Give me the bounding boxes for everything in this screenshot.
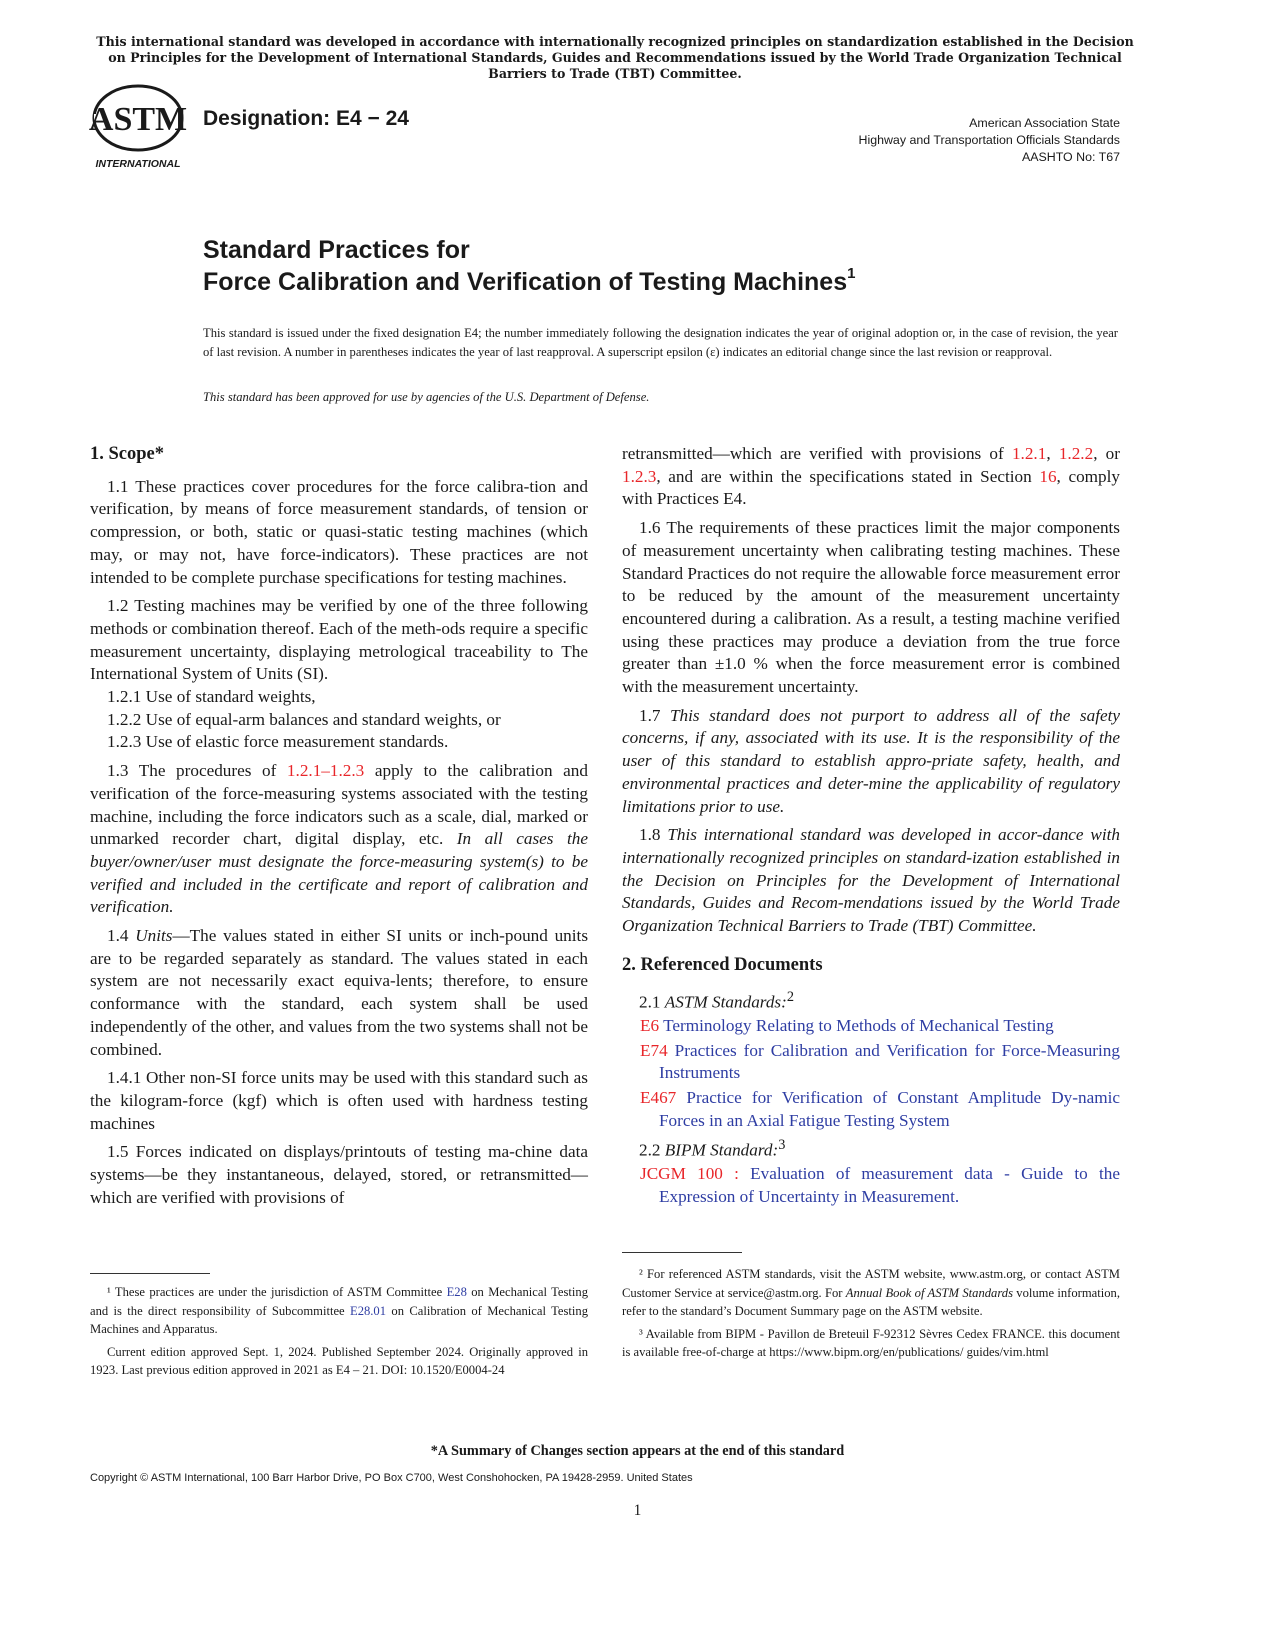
ref-link-1-2-1-1-2-3[interactable]: 1.2.1–1.2.3 — [286, 761, 365, 781]
summary-note: *A Summary of Changes section appears at the end of this standard — [430, 1443, 845, 1459]
ref-item-jcgm100 — [622, 1163, 1120, 1208]
text-italic: Units — [135, 926, 173, 946]
footnotes-left — [90, 1283, 588, 1384]
text: retransmitted—which are verified with provisions of — [622, 444, 1012, 463]
ref-title-jcgm100[interactable]: Evaluation of measurement data - Guide to the Expression of Uncertainty in Measurement. — [659, 1163, 1121, 1206]
title-line-1: Standard Practices for — [203, 236, 470, 264]
left-column — [90, 443, 589, 1207]
footnote-divider — [90, 1273, 210, 1274]
ref-code-e74[interactable]: E74 — [640, 1040, 668, 1060]
section-1-heading: 1. Scope* — [90, 444, 164, 464]
ref-code-jcgm100[interactable]: JCGM 100 : — [640, 1163, 739, 1183]
text: 1.7 — [639, 705, 670, 725]
text: —The values stated in either SI units or inch-pound units are to be regarded separately as standard. The values stated in each system are not necessarily exact equiva-lents; therefore, to ensure conformance with the standard, each system shall be used independently of the other, and values from the two systems shall not be combined. — [90, 926, 589, 1059]
text: 1.4 — [107, 926, 136, 946]
header-notice: This international standard was developed in accordance with internationally recognized principles on standardization established in the Decision on Principles for the Development of International Standards, Guides and Recommendations issued by the World Trade Organization Technical Barriers to Trade (TBT) Committee. — [96, 34, 1134, 81]
astm-logo — [90, 80, 190, 170]
paragraph-1-8 — [622, 824, 1120, 938]
text: 2.2 — [639, 1141, 665, 1161]
paragraph-1-2-1: 1.2.1 Use of standard weights, — [107, 687, 316, 707]
ref-code-e467[interactable]: E467 — [640, 1088, 677, 1108]
designation: Designation: E4 − 24 — [203, 107, 409, 130]
ref-item-e467 — [622, 1087, 1120, 1132]
ref-link-section-16[interactable]: 16 — [1039, 466, 1057, 486]
text-italic: In all cases the buyer/owner/user must designate the force-measuring system(s) to be verified and included in the certificate and report of calibration and verification. — [90, 829, 588, 917]
page-number: 1 — [633, 1502, 642, 1519]
dod-note: This standard has been approved for use by agencies of the U.S. Department of Defense. — [203, 390, 650, 404]
footnote-mark: 2 — [786, 989, 795, 1006]
text: ² For referenced ASTM standards, visit the ASTM website, www.astm.org, or contact ASTM Customer Service at service@astm.org. For — [622, 1267, 1120, 1300]
text-italic: This international standard was developed in accor-dance with internationally recognized principles on standard-ization established in the Decision on Principles for the Development of International Standards, Guides and Recom-mendations issued by the World Trade Organization Technical Barriers to Trade (TBT) Committee. — [622, 825, 1121, 936]
text: on Calibration of Mechanical Testing Machines and Apparatus. — [90, 1303, 588, 1337]
link-e28-01[interactable]: E28.01 — [350, 1303, 387, 1318]
text: , — [1046, 444, 1059, 463]
paragraph-1-1: 1.1 These practices cover procedures for the force calibra-tion and verification, by means of force measurement standards, of tension or compression, or both, static or quasi-static testing machines (which may, or may not, have force-indicators). These practices are not intended to be complete purchase specifications for testing machines. — [90, 476, 588, 587]
footnote-2 — [622, 1265, 1120, 1321]
text: 1.5 Forces indicated on displays/printouts of testing ma-chine data systems—be they instantaneous, delayed, stored, or retransmitted—which are verified with provisions of — [90, 1142, 588, 1207]
text: 2.1 — [639, 993, 665, 1013]
text-italic: This standard does not purport to address all of the safety concerns, if any, associated with its use. It is the responsibility of the user of this standard to establish appro-priate safety, health, and environmental practices and deter-mine the applicability of regulatory limitations prior to use. — [622, 705, 1121, 816]
paragraph-1-7 — [622, 705, 1120, 819]
section-2-heading: 2. Referenced Documents — [622, 954, 823, 975]
text: volume information, refer to the standard’s Document Summary page on the ASTM website. — [622, 1285, 1120, 1319]
logo-text: ASTM — [88, 101, 188, 138]
paragraph-1-5-cont — [622, 443, 1120, 511]
ref-code-e6[interactable]: E6 — [640, 1015, 660, 1035]
ref-link-1-2-2[interactable]: 1.2.2 — [1058, 444, 1094, 463]
title-line-2: Force Calibration and Verification of Testing Machines — [203, 268, 848, 296]
text-italic: BIPM Standard: — [664, 1141, 779, 1161]
text: on Mechanical Testing and is the direct responsibility of Subcommittee — [90, 1285, 588, 1318]
paragraph-1-5 — [90, 1141, 588, 1207]
copyright: Copyright © ASTM International, 100 Barr Harbor Drive, PO Box C700, West Conshohocken, PA 19428-2959. United States — [90, 1472, 693, 1484]
aashto-line: AASHTO No: T67 — [1021, 150, 1120, 164]
title-footnote-mark: 1 — [847, 265, 856, 282]
link-e28[interactable]: E28 — [446, 1285, 467, 1299]
text: 1.8 — [639, 825, 668, 845]
ref-item-e6 — [622, 1015, 1120, 1038]
footnote-divider — [622, 1252, 742, 1253]
paragraph-1-6: 1.6 The requirements of these practices limit the major components of measurement uncertainty when calibrating testing machines. These Standard Practices do not require the allowable force measurement error to be reduced by the amount of the measurement uncertainty encountered during a calibration. As a result, a testing machine verified using these practices may produce a deviation from the true force greater than ±1.0 % when the force measurement error is combined with the measurement uncertainty. — [622, 518, 1120, 697]
paragraph-1-2: 1.2 Testing machines may be verified by one of the three following methods or combination thereof. Each of the meth-ods require a specific measurement uncertainty, displaying metrological traceability to The International System of Units (SI). — [90, 596, 588, 684]
issued-note: This standard is issued under the fixed designation E4; the number immediately following the designation indicates the year of original adoption or, in the case of revision, the year of last revision. A number in parentheses indicates the year of last reapproval. A superscript epsilon (ε) indicates an editorial change since the last revision or reapproval. — [203, 326, 1118, 359]
footnotes-right — [622, 1265, 1120, 1366]
aashto-line: Highway and Transportation Officials Standards — [858, 133, 1120, 147]
footnote-mark: 3 — [778, 1137, 786, 1154]
ref-title-e6[interactable]: Terminology Relating to Methods of Mechanical Testing — [659, 1015, 1054, 1035]
ref-link-1-2-3[interactable]: 1.2.3 — [622, 466, 657, 486]
paragraph-1-2-2: 1.2.2 Use of equal-arm balances and standard weights, or — [107, 709, 501, 729]
footnote-3: ³ Available from BIPM - Pavillon de Breteuil F-92312 Sèvres Cedex FRANCE. this document is available free-of-charge at https://www.bipm.org/en/publications/ guides/vim.html — [622, 1326, 1120, 1360]
text: , comply with Practices E4. — [622, 466, 1121, 509]
ref-title-e467[interactable]: Practice for Verification of Constant Amplitude Dy-namic Forces in an Axial Fatigue Testing System — [659, 1088, 1120, 1130]
page-title — [203, 234, 855, 298]
text: , and are within the specifications stated in Section — [656, 466, 1040, 486]
paragraph-1-2-3: 1.2.3 Use of elastic force measurement standards. — [107, 732, 449, 752]
right-column — [622, 443, 1120, 1210]
paragraph-1-4-1: 1.4.1 Other non-SI force units may be used with this standard such as the kilogram-force (kgf) which is often used with hardness testing machines — [90, 1068, 588, 1133]
paragraph-2-2 — [622, 1134, 1120, 1162]
aashto-line: American Association State — [969, 116, 1120, 130]
ref-title-e74[interactable]: Practices for Calibration and Verification for Force-Measuring Instruments — [659, 1040, 1120, 1083]
logo-subtitle: INTERNATIONAL — [95, 158, 181, 170]
text: ¹ These practices are under the jurisdiction of ASTM Committee — [107, 1285, 447, 1299]
text-italic: Annual Book of ASTM Standards — [845, 1285, 1013, 1300]
text: 1.3 The procedures of — [107, 761, 287, 781]
ref-item-e74 — [622, 1040, 1120, 1085]
aashto-block — [859, 115, 1121, 166]
paragraph-1-3 — [90, 760, 588, 919]
footnote-1-edition: Current edition approved Sept. 1, 2024. Published September 2024. Originally approved in 1923. Last previous edition approved in 2021 as E4 – 21. DOI: 10.1520/E0004-24 — [90, 1344, 588, 1378]
footnote-1 — [90, 1283, 588, 1339]
text: apply to the calibration and verification of the force-measuring systems associated with the testing machine, including the force indicators such as a scale, dial, marked or unmarked recorder chart, digital display, etc. — [90, 761, 588, 849]
text-italic: ASTM Standards: — [664, 993, 787, 1013]
paragraph-1-4 — [90, 925, 588, 1061]
ref-link-1-2-1[interactable]: 1.2.1 — [1011, 444, 1047, 463]
text: , or — [1093, 444, 1120, 463]
paragraph-2-1 — [622, 986, 1120, 1014]
